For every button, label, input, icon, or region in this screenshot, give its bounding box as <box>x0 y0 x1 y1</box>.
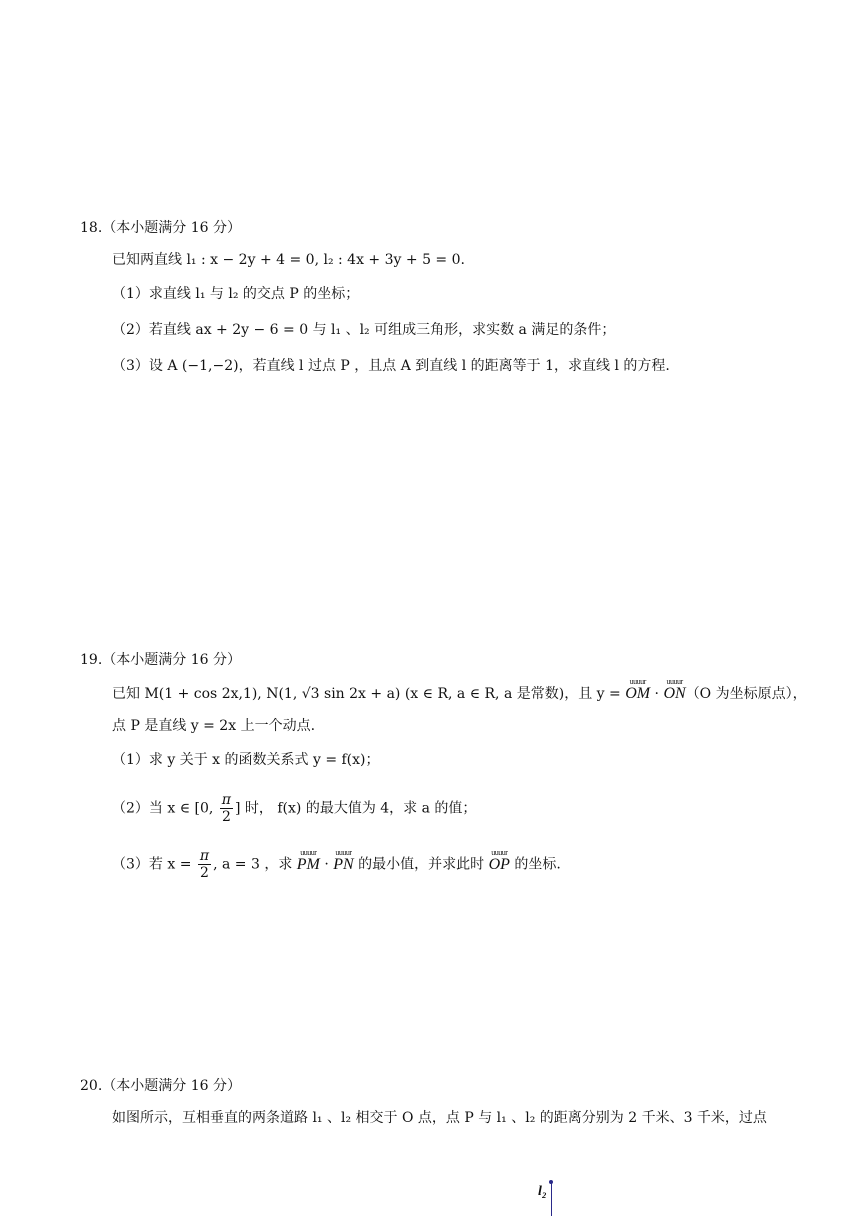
q19-part2 <box>112 792 476 825</box>
q18-part2: （2）若直线 ax + 2y − 6 = 0 与 l₁ 、l₂ 可组成三角形，求实数 a 满足的条件； <box>112 322 616 338</box>
vector-om: uuuur OM <box>625 684 650 704</box>
q20-intro: 如图所示，互相垂直的两条道路 l₁ 、l₂ 相交于 O 点，点 P 与 l₁ 、l₂ 的距离分别为 2 千米、3 千米，过点 <box>112 1110 767 1126</box>
q19-intro-tail: （O 为坐标原点）， <box>685 686 807 702</box>
fraction-pi-over-2-b <box>198 848 211 881</box>
q19-intro-line2: 点 P 是直线 y = 2x 上一个动点. <box>112 718 316 734</box>
q18-header: 18.（本小题满分 16 分） <box>80 220 241 236</box>
vector-pn: uuuur PN <box>333 855 353 875</box>
fraction-pi-over-2 <box>220 792 233 825</box>
q19-part3-start: （3）若 x = <box>112 856 196 873</box>
vector-pm: uuuur PM <box>297 855 320 875</box>
fraction-numerator: π <box>221 792 231 808</box>
vector-op: uuuur OP <box>489 855 510 875</box>
q19-intro-text: 已知 M(1 + cos 2x,1), N(1, √3 sin 2x + a) (x ∈ R, a ∈ R, a 是常数)，且 y = <box>112 686 626 702</box>
fraction-numerator: π <box>199 848 210 864</box>
fraction-denominator: 2 <box>200 865 209 881</box>
dot-operator-b: · <box>319 856 334 873</box>
figure-label-l2: l₂ <box>538 1184 547 1199</box>
vector-on: uuuur ON <box>663 684 685 704</box>
q19-part3-mid2: 的最小值，并求此时 <box>353 856 489 873</box>
road-l2-line <box>551 1182 552 1216</box>
q19-part3-mid: , a = 3 ，求 <box>213 856 297 873</box>
fraction-denominator: 2 <box>221 809 231 825</box>
q19-intro <box>112 684 807 704</box>
q19-part2-end: ] 时， f(x) 的最大值为 4，求 a 的值； <box>235 800 477 817</box>
q19-part3-end: 的坐标. <box>509 856 561 873</box>
q18-part1: （1）求直线 l₁ 与 l₂ 的交点 P 的坐标； <box>112 286 360 302</box>
q19-part3 <box>112 848 561 881</box>
q19-part1: （1）求 y 关于 x 的函数关系式 y = f(x)； <box>112 752 380 768</box>
road-diagram <box>532 1178 572 1216</box>
q19-part2-start: （2）当 x ∈ [0, <box>112 800 218 817</box>
q20-header: 20.（本小题满分 16 分） <box>80 1078 241 1094</box>
q19-header: 19.（本小题满分 16 分） <box>80 652 241 668</box>
q18-intro: 已知两直线 l₁ : x − 2y + 4 = 0, l₂ : 4x + 3y + 5 = 0. <box>112 252 465 268</box>
dot-operator: · <box>650 686 664 702</box>
q18-part3: （3）设 A (−1,−2)，若直线 l 过点 P ，且点 A 到直线 l 的距离等于 1，求直线 l 的方程. <box>112 358 670 374</box>
